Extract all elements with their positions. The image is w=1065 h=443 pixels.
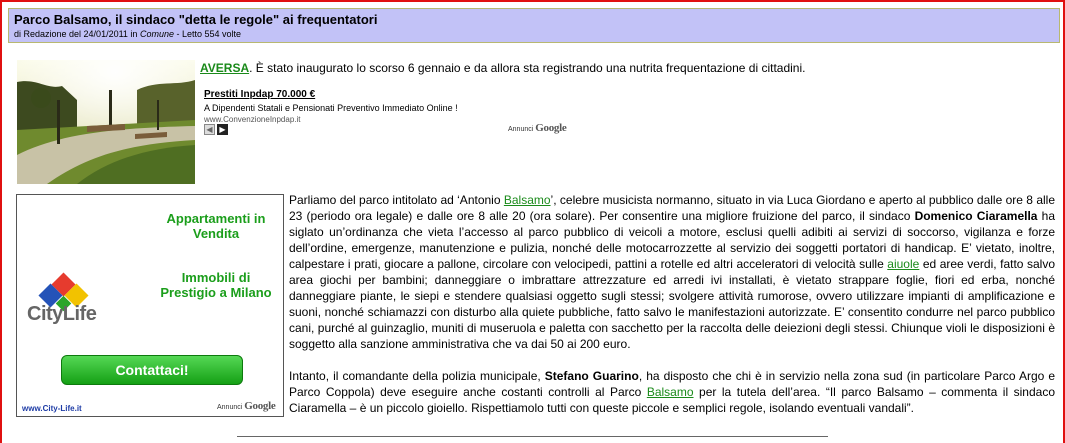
article-meta [14,29,241,39]
banner-annunci-google[interactable] [217,400,275,412]
citylife-logo[interactable] [25,273,135,333]
text-ad-url[interactable]: www.ConvenzioneInpdap.it [204,115,301,124]
inline-link-balsamo[interactable]: Balsamo [503,193,551,207]
text-ad-description: A Dipendenti Statali e Pensionati Preventivo Immediato Online ! [204,103,458,113]
annunci-google-label[interactable] [508,122,566,134]
logo-text: CityLife [27,303,97,325]
inline-link-balsamo[interactable]: Balsamo [646,385,694,399]
bold-name: Stefano Guarino [544,369,639,383]
article-lead [200,61,805,75]
article-header [8,8,1060,43]
banner-headline-milano[interactable]: Immobili di Prestigio a Milano [160,270,272,300]
banner-google-text: Google [244,400,276,412]
banner-site-link[interactable]: www.City-Life.it [22,404,82,413]
inline-link-aiuole[interactable]: aiuole [887,257,920,271]
article-body [289,192,1055,416]
ad-nav [204,124,230,142]
separator-line [237,436,828,437]
banner-annunci-text: Annunci [217,404,243,411]
bold-name: Domenico Ciaramella [914,209,1038,223]
next-arrow-icon[interactable]: ▶ [217,124,228,135]
google-text: Google [535,122,567,134]
prev-arrow-icon[interactable]: ◀ [204,124,215,135]
lead-text: . È stato inaugurato lo scorso 6 gennaio e da allora sta registrando una nutrita frequentazione di cittadini. [249,61,806,75]
annunci-text: Annunci [508,126,534,133]
contattaci-button[interactable]: Contattaci! [61,355,243,385]
text-ad[interactable] [204,89,584,124]
banner-headline-apartments[interactable]: Appartamenti in Vendita [166,211,266,241]
body-paragraph-1: Parliamo del parco intitolato ad ‘Antonio Balsamo’, celebre musicista normanno, situato in via Luca Giordano e aperto al pubblico dalle ore 8 alle 23 (periodo ora legale) e dalle ore 8 alle 20 (ora solare). Per consentire una migliore fruizione del parco, il sindaco Domenico Ciaramella ha siglato un’ordinanza che vieta l’accesso al parco pubblico di veicoli a motore, esclusi quelli adibiti ai servizi di soccorso, vigilanza e forze dell’ordine, emergenze, manutenzione e pulizia, nonché delle motocarrozzette al servizio dei soggetti portatori di handicap. E’ vietato, inoltre, calpestare i prati, giocare a pallone, circolare con velocipedi, pattini a rotelle ed altri acceleratori di velocità sulle aiuole ed aree verdi, fatto salvo area giochi per bambini; danneggiare o imbrattare attrezzature ed arredi ivi installati, è vietato strappare foglie, fiori ed erba, nonché danneggiare piante, le siepi e stendere qualsiasi oggetto sugli stessi; svolgere attività rumorose, ovvero utilizzare impianti di amplificazione e suoni, nonché schiamazzi con disturbo alla quiete pubbliche, fatto salvo le manifestazioni autorizzate. E’ consentito condurre nel parco pubblico cani, purché al guinzaglio, muniti di museruola e paletta con sacchetto per la raccolta delle deiezioni degli stessi. Chiunque violi le disposizioni è soggetto alla sanzione amministrativa che va dai 50 ai 200 euro. [289,193,1056,351]
meta-reads: - Letto 554 volte [176,29,242,39]
meta-category[interactable]: Comune [139,29,174,39]
park-photo [17,60,195,184]
body-paragraph-2: Intanto, il comandante della polizia municipale, Stefano Guarino, ha disposto che chi è in servizio nella zona sud (in particolare Parco Argo e Parco Coppola) deve eseguire anche costanti controlli al Parco Balsamo per la tutela dell’area. “Il parco Balsamo – commenta il sindaco Ciaramella – è un piccolo gioiello. Rispettiamolo tutti con queste piccole e semplici regole, isolando eventuali vandali”. [289,369,1056,415]
lead-place-link[interactable]: AVERSA [200,61,250,75]
text-ad-title[interactable]: Prestiti Inpdap 70.000 € [204,89,316,100]
citylife-banner-ad[interactable] [16,194,284,417]
article-title[interactable]: Parco Balsamo, il sindaco "detta le regole" ai frequentatori [14,12,378,27]
meta-prefix: di Redazione del 24/01/2011 in [14,29,138,39]
